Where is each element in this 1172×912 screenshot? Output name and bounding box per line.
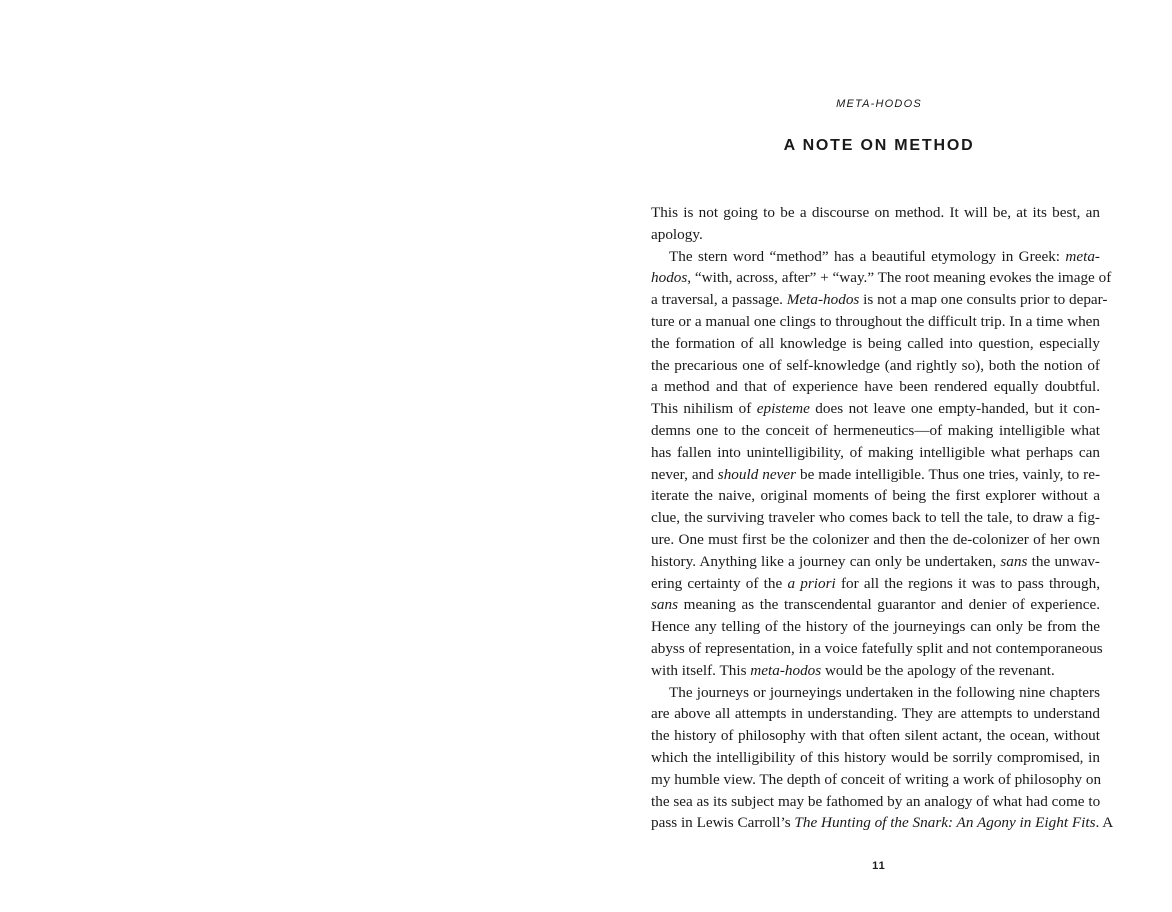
text-run: a traversal, a passage.: [651, 291, 787, 309]
text-run: never, and: [651, 465, 718, 483]
text-line: [651, 682, 1100, 704]
text-run: This is not going to be a discourse on method. It will be, at its best, an: [651, 204, 1100, 221]
text-line: [651, 202, 1100, 224]
text-line: [651, 769, 1100, 791]
text-run: Hence any telling of the history of the journeyings can only be from the: [651, 618, 1100, 636]
text-line: [651, 311, 1100, 333]
text-run: ture or a manual one clings to throughout the difficult trip. In a time when: [651, 312, 1100, 330]
text-line: [651, 507, 1100, 529]
italic-text: a priori: [787, 574, 836, 592]
text-run: is not a map one consults prior to depar-: [859, 291, 1108, 309]
text-run: , “with, across, after” + “way.” The root meaning evokes the image of: [687, 269, 1112, 287]
text-run: has fallen into unintelligibility, of making intelligible what perhaps can: [651, 443, 1100, 461]
text-line: [651, 289, 1108, 311]
text-line: [651, 246, 1100, 268]
text-line: [651, 376, 1100, 398]
italic-text: hodos: [651, 269, 688, 287]
text-run: with itself. This: [651, 661, 751, 679]
text-run: does not leave one empty-handed, but it con-: [809, 400, 1100, 418]
italic-text: The Hunting of the Snark: An Agony in Eight Fits: [794, 814, 1096, 832]
text-line: [651, 485, 1100, 507]
text-run: the history of philosophy with that often silent actant, the ocean, without: [651, 727, 1100, 745]
text-line: [651, 747, 1100, 769]
text-run: which the intelligibility of this history would be sorrily compromised, in: [651, 748, 1100, 766]
text-line: [651, 703, 1100, 725]
text-line: [651, 725, 1100, 747]
text-line: [651, 638, 1103, 660]
text-line: [651, 355, 1100, 377]
text-run: demns one to the conceit of hermeneutics—of making intelligible what: [651, 421, 1100, 439]
text-run: clue, the surviving traveler who comes back to tell the tale, to draw a fig-: [651, 509, 1100, 527]
text-line: [651, 442, 1100, 464]
running-head: META-HODOS: [836, 98, 922, 110]
text-run: my humble view. The depth of conceit of writing a work of philosophy on: [651, 770, 1102, 788]
text-run: meaning as the transcendental guarantor and denier of experience.: [678, 596, 1100, 614]
text-line: [651, 812, 1114, 834]
text-line: [651, 267, 1112, 289]
text-run: The stern word “method” has a beautiful etymology in Greek:: [669, 247, 1066, 265]
italic-text: meta-: [1065, 247, 1100, 265]
text-run: iterate the naive, original moments of being the first explorer without a: [651, 487, 1100, 505]
text-line: [651, 660, 1100, 682]
text-line: [651, 529, 1100, 551]
italic-text: sans: [1000, 552, 1028, 570]
text-run: The journeys or journeyings undertaken in the following nine chapters: [669, 683, 1100, 701]
text-run: history. Anything like a journey can only be undertaken,: [651, 552, 1001, 570]
text-run: the sea as its subject may be fathomed by an analogy of what had come to: [651, 792, 1101, 810]
text-run: pass in Lewis Carroll’s: [651, 814, 795, 832]
italic-text: episteme: [756, 400, 810, 418]
text-run: the formation of all knowledge is being called into question, especially: [651, 334, 1100, 352]
text-run: a method and that of experience have been rendered equally doubtful.: [651, 378, 1100, 396]
text-line: [651, 333, 1100, 355]
text-line: [651, 224, 1100, 246]
text-run: ure. One must first be the colonizer and then the de-colonizer of her own: [651, 530, 1100, 548]
text-run: abyss of representation, in a voice fatefully split and not contemporaneous: [651, 639, 1103, 657]
text-line: [651, 573, 1100, 595]
italic-text: sans: [651, 596, 679, 614]
text-run: the precarious one of self-knowledge (and rightly so), both the notion of: [651, 356, 1100, 374]
italic-text: meta-hodos: [750, 661, 822, 679]
body-text: [651, 202, 1114, 834]
text-line: [651, 594, 1100, 616]
text-run: be made intelligible. Thus one tries, vainly, to re-: [796, 465, 1101, 483]
text-run: the unwav-: [1027, 552, 1100, 570]
text-line: [651, 616, 1100, 638]
italic-text: should never: [717, 465, 797, 483]
text-line: [651, 420, 1100, 442]
text-run: apology.: [651, 225, 703, 243]
text-line: [651, 791, 1100, 813]
italic-text: Meta-hodos: [786, 291, 860, 309]
right-page: [586, 0, 1172, 912]
text-line: [651, 551, 1100, 573]
page-number: 11: [872, 860, 886, 872]
text-run: are above all attempts in understanding. They are attempts to understand: [651, 705, 1100, 723]
text-line: [651, 398, 1100, 420]
text-run: ering certainty of the: [651, 574, 788, 592]
text-line: [651, 464, 1100, 486]
text-run: This nihilism of: [651, 400, 757, 418]
chapter-title: A NOTE ON METHOD: [783, 137, 975, 154]
text-run: . A: [1095, 814, 1114, 832]
text-run: for all the regions it was to pass through,: [835, 574, 1100, 592]
text-run: would be the apology of the revenant.: [821, 661, 1055, 679]
